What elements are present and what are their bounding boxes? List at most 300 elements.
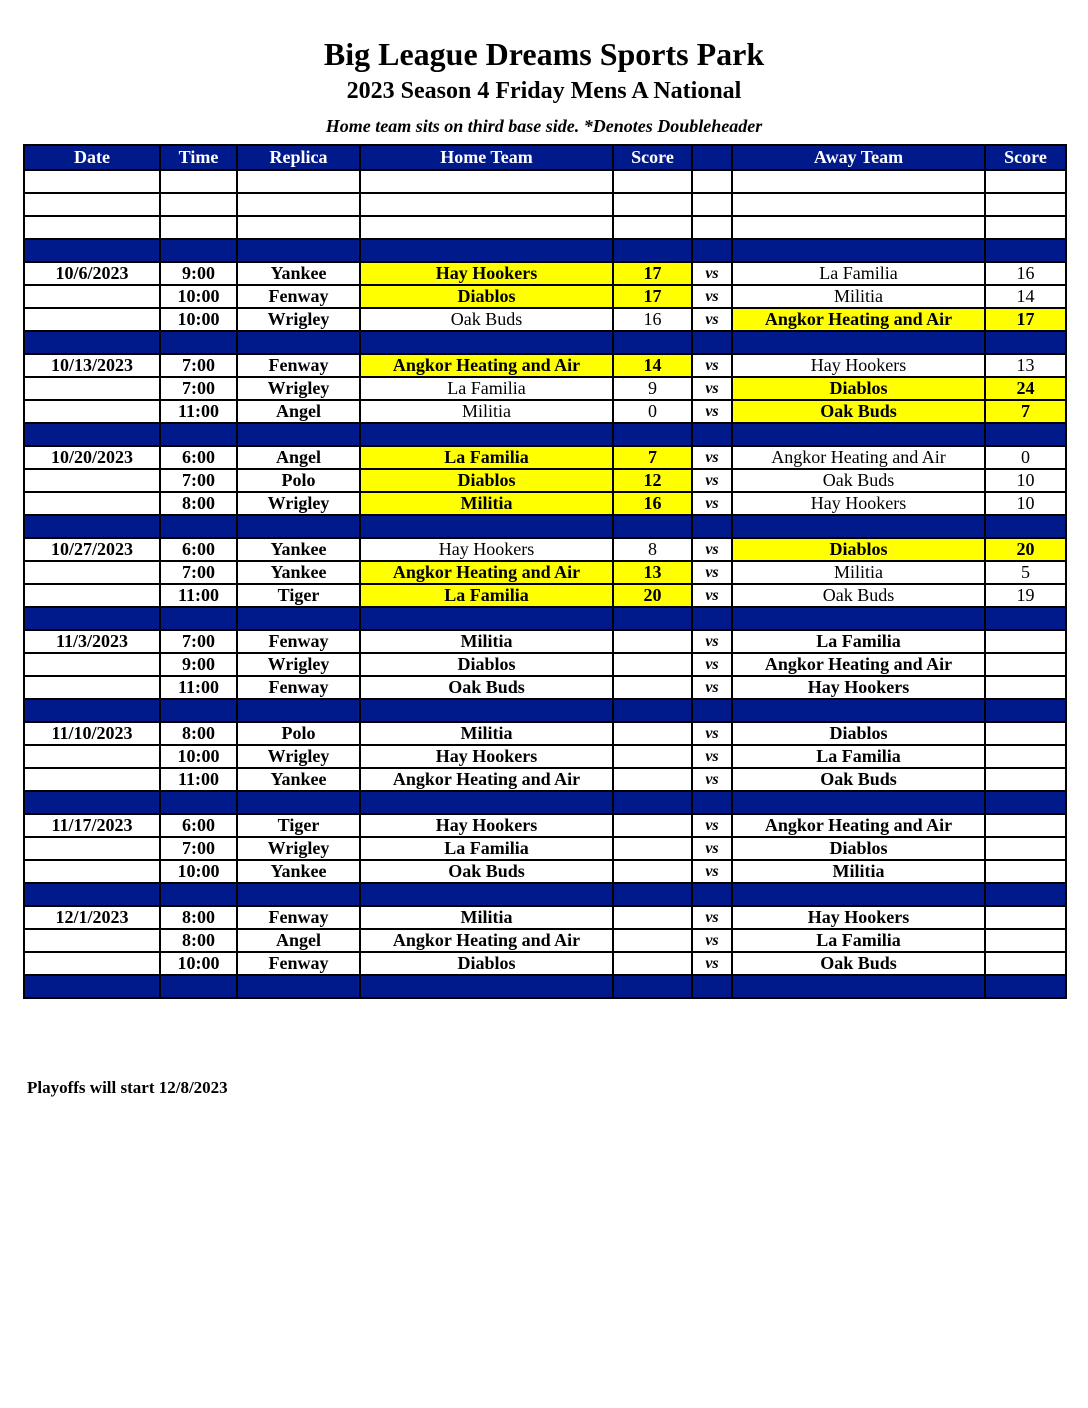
cell-field [237,193,360,216]
cell-home-team [360,170,613,193]
cell-home-team [360,216,613,239]
vs-label: vs [692,860,732,883]
game-row [24,722,1066,745]
home-team: Militia [360,722,613,745]
separator-cell [237,515,360,538]
page-note: Home team sits on third base side. *Denotes Doubleheader [325,116,763,136]
game-row [24,584,1066,607]
home-score: 12 [613,469,692,492]
cell-vs [692,170,732,193]
vs-label: vs [692,308,732,331]
col-header-date: Date [24,145,160,170]
week-separator [24,883,1066,906]
schedule-body [24,145,1066,998]
away-score [985,653,1066,676]
game-field: Wrigley [237,377,360,400]
home-team: Oak Buds [360,308,613,331]
vs-label: vs [692,814,732,837]
game-date [24,768,160,791]
game-field: Polo [237,722,360,745]
week-separator [24,607,1066,630]
cell-vs [692,216,732,239]
game-field: Yankee [237,768,360,791]
separator-cell [237,791,360,814]
away-team: La Familia [732,929,985,952]
game-date [24,952,160,975]
away-team: Militia [732,285,985,308]
home-team: Diablos [360,653,613,676]
game-date [24,400,160,423]
away-score [985,952,1066,975]
cell-time [160,193,237,216]
separator-cell [160,607,237,630]
game-field: Wrigley [237,837,360,860]
game-date: 10/27/2023 [24,538,160,561]
separator-cell [237,975,360,998]
away-score [985,906,1066,929]
separator-cell [160,699,237,722]
col-header-home-team: Home Team [360,145,613,170]
game-time: 8:00 [160,492,237,515]
game-time: 7:00 [160,837,237,860]
home-team: Oak Buds [360,676,613,699]
home-score: 16 [613,308,692,331]
separator-cell [24,607,160,630]
away-score [985,745,1066,768]
cell-field [237,170,360,193]
game-time: 9:00 [160,262,237,285]
week-separator [24,975,1066,998]
home-team: Diablos [360,952,613,975]
game-time: 6:00 [160,538,237,561]
cell-time [160,216,237,239]
separator-cell [237,423,360,446]
separator-cell [160,423,237,446]
game-time: 7:00 [160,469,237,492]
game-row [24,308,1066,331]
vs-label: vs [692,653,732,676]
away-team: Oak Buds [732,400,985,423]
home-score: 8 [613,538,692,561]
home-score [613,745,692,768]
separator-cell [692,423,732,446]
game-row [24,906,1066,929]
separator-cell [360,515,613,538]
home-team: La Familia [360,446,613,469]
away-score: 14 [985,285,1066,308]
separator-cell [613,699,692,722]
home-score [613,952,692,975]
separator-cell [985,331,1066,354]
away-team: Diablos [732,837,985,860]
cell-home-team [360,193,613,216]
game-row [24,814,1066,837]
game-time: 10:00 [160,952,237,975]
away-team: Angkor Heating and Air [732,653,985,676]
away-team: Hay Hookers [732,492,985,515]
separator-cell [692,791,732,814]
separator-cell [160,331,237,354]
game-field: Wrigley [237,653,360,676]
separator-cell [24,791,160,814]
separator-cell [692,607,732,630]
vs-label: vs [692,285,732,308]
away-team: Hay Hookers [732,906,985,929]
separator-cell [24,515,160,538]
separator-cell [732,699,985,722]
away-score [985,860,1066,883]
game-row [24,262,1066,285]
away-team: Hay Hookers [732,676,985,699]
separator-cell [613,791,692,814]
game-row [24,952,1066,975]
week-separator [24,239,1066,262]
separator-cell [732,791,985,814]
blank-row [24,170,1066,193]
home-team: Diablos [360,469,613,492]
game-date [24,377,160,400]
game-time: 10:00 [160,745,237,768]
home-team: Angkor Heating and Air [360,354,613,377]
vs-label: vs [692,952,732,975]
away-score [985,837,1066,860]
game-time: 7:00 [160,630,237,653]
separator-cell [237,239,360,262]
away-score: 7 [985,400,1066,423]
game-row [24,653,1066,676]
separator-cell [613,975,692,998]
away-team: Oak Buds [732,584,985,607]
separator-cell [24,423,160,446]
away-score [985,676,1066,699]
separator-cell [360,607,613,630]
separator-cell [732,331,985,354]
separator-cell [237,883,360,906]
separator-cell [160,239,237,262]
game-row [24,285,1066,308]
game-field: Fenway [237,354,360,377]
game-date [24,860,160,883]
game-row [24,676,1066,699]
home-score: 17 [613,285,692,308]
away-team: Diablos [732,377,985,400]
game-field: Tiger [237,814,360,837]
separator-cell [692,699,732,722]
cell-away-team [732,216,985,239]
separator-cell [613,515,692,538]
home-score [613,722,692,745]
col-header-replica: Replica [237,145,360,170]
game-field: Wrigley [237,745,360,768]
game-time: 10:00 [160,285,237,308]
col-header-time: Time [160,145,237,170]
home-team: La Familia [360,377,613,400]
game-row [24,561,1066,584]
separator-cell [985,423,1066,446]
away-score: 10 [985,492,1066,515]
separator-cell [613,239,692,262]
home-score [613,860,692,883]
game-date: 11/10/2023 [24,722,160,745]
game-field: Tiger [237,584,360,607]
week-separator [24,423,1066,446]
separator-cell [732,515,985,538]
game-field: Angel [237,400,360,423]
game-row [24,354,1066,377]
separator-cell [985,975,1066,998]
separator-cell [360,423,613,446]
game-row [24,860,1066,883]
game-field: Yankee [237,561,360,584]
separator-cell [692,239,732,262]
separator-cell [985,607,1066,630]
home-score: 20 [613,584,692,607]
home-team: Hay Hookers [360,262,613,285]
schedule-table [23,144,1067,999]
away-score: 24 [985,377,1066,400]
home-team: Hay Hookers [360,538,613,561]
week-separator [24,331,1066,354]
away-score [985,929,1066,952]
home-score [613,768,692,791]
cell-away-team [732,170,985,193]
home-score [613,630,692,653]
week-separator [24,515,1066,538]
cell-away-score [985,216,1066,239]
game-date: 10/20/2023 [24,446,160,469]
cell-home-score [613,193,692,216]
separator-cell [732,883,985,906]
separator-cell [160,515,237,538]
page-title: Big League Dreams Sports Park [323,36,765,72]
cell-away-score [985,193,1066,216]
game-time: 10:00 [160,308,237,331]
cell-home-score [613,170,692,193]
game-row [24,538,1066,561]
separator-cell [985,883,1066,906]
game-date [24,492,160,515]
game-time: 8:00 [160,906,237,929]
home-score: 13 [613,561,692,584]
home-score [613,929,692,952]
separator-cell [24,883,160,906]
game-row [24,768,1066,791]
game-time: 7:00 [160,561,237,584]
away-score [985,768,1066,791]
game-field: Fenway [237,676,360,699]
separator-cell [360,331,613,354]
vs-label: vs [692,354,732,377]
cell-date [24,170,160,193]
game-date [24,929,160,952]
col-header-vs [692,145,732,170]
home-team: La Familia [360,837,613,860]
col-header-home-score: Score [613,145,692,170]
away-score: 5 [985,561,1066,584]
home-score [613,653,692,676]
vs-label: vs [692,929,732,952]
vs-label: vs [692,906,732,929]
game-row [24,837,1066,860]
vs-label: vs [692,262,732,285]
game-date [24,653,160,676]
game-time: 6:00 [160,814,237,837]
home-score: 0 [613,400,692,423]
game-date [24,285,160,308]
game-date: 11/17/2023 [24,814,160,837]
away-score: 19 [985,584,1066,607]
game-field: Fenway [237,630,360,653]
home-team: Militia [360,492,613,515]
cell-away-team [732,193,985,216]
game-date: 10/6/2023 [24,262,160,285]
home-score: 16 [613,492,692,515]
away-score [985,630,1066,653]
separator-cell [692,515,732,538]
game-time: 11:00 [160,400,237,423]
game-field: Yankee [237,262,360,285]
game-time: 9:00 [160,653,237,676]
away-score: 10 [985,469,1066,492]
home-score [613,906,692,929]
game-date [24,676,160,699]
game-date [24,308,160,331]
separator-cell [613,883,692,906]
home-team: Militia [360,906,613,929]
separator-cell [360,791,613,814]
away-team: Diablos [732,722,985,745]
vs-label: vs [692,492,732,515]
vs-label: vs [692,676,732,699]
away-team: La Familia [732,745,985,768]
away-team: Hay Hookers [732,354,985,377]
away-score: 16 [985,262,1066,285]
vs-label: vs [692,561,732,584]
cell-away-score [985,170,1066,193]
away-score [985,814,1066,837]
separator-cell [160,883,237,906]
vs-label: vs [692,745,732,768]
game-row [24,377,1066,400]
home-team: Militia [360,400,613,423]
page-subtitle: 2023 Season 4 Friday Mens A National [346,78,742,104]
game-row [24,630,1066,653]
separator-cell [237,331,360,354]
separator-cell [732,975,985,998]
game-date: 11/3/2023 [24,630,160,653]
separator-cell [24,331,160,354]
away-score: 20 [985,538,1066,561]
separator-cell [360,883,613,906]
game-field: Fenway [237,285,360,308]
cell-date [24,216,160,239]
home-score: 9 [613,377,692,400]
week-separator [24,791,1066,814]
game-time: 8:00 [160,929,237,952]
separator-cell [985,515,1066,538]
game-field: Angel [237,446,360,469]
separator-cell [985,791,1066,814]
home-score [613,676,692,699]
game-time: 7:00 [160,377,237,400]
game-date [24,837,160,860]
home-score: 7 [613,446,692,469]
home-team: Hay Hookers [360,814,613,837]
home-team: Militia [360,630,613,653]
col-header-away-score: Score [985,145,1066,170]
game-field: Yankee [237,860,360,883]
vs-label: vs [692,630,732,653]
separator-cell [160,975,237,998]
away-team: Diablos [732,538,985,561]
game-row [24,400,1066,423]
game-time: 11:00 [160,768,237,791]
home-team: Angkor Heating and Air [360,768,613,791]
separator-cell [985,699,1066,722]
cell-home-score [613,216,692,239]
separator-cell [692,331,732,354]
blank-row [24,216,1066,239]
blank-row [24,193,1066,216]
game-field: Fenway [237,952,360,975]
away-team: Angkor Heating and Air [732,446,985,469]
home-score [613,837,692,860]
game-date [24,745,160,768]
separator-cell [732,239,985,262]
separator-cell [24,699,160,722]
game-row [24,929,1066,952]
separator-cell [237,607,360,630]
home-team: Hay Hookers [360,745,613,768]
game-field: Wrigley [237,308,360,331]
game-row [24,745,1066,768]
separator-cell [24,239,160,262]
away-team: La Familia [732,262,985,285]
separator-cell [732,423,985,446]
col-header-away-team: Away Team [732,145,985,170]
game-time: 6:00 [160,446,237,469]
separator-cell [237,699,360,722]
away-team: Oak Buds [732,952,985,975]
vs-label: vs [692,768,732,791]
cell-date [24,193,160,216]
separator-cell [360,975,613,998]
game-field: Wrigley [237,492,360,515]
vs-label: vs [692,584,732,607]
separator-cell [613,331,692,354]
away-team: Oak Buds [732,768,985,791]
away-team: Angkor Heating and Air [732,814,985,837]
vs-label: vs [692,446,732,469]
header-row [24,145,1066,170]
separator-cell [24,975,160,998]
home-score: 14 [613,354,692,377]
game-date [24,561,160,584]
away-team: Militia [732,561,985,584]
home-score: 17 [613,262,692,285]
away-score: 13 [985,354,1066,377]
game-row [24,492,1066,515]
cell-time [160,170,237,193]
separator-cell [360,239,613,262]
game-field: Yankee [237,538,360,561]
vs-label: vs [692,538,732,561]
separator-cell [160,791,237,814]
game-time: 11:00 [160,584,237,607]
separator-cell [613,607,692,630]
game-row [24,469,1066,492]
separator-cell [692,975,732,998]
